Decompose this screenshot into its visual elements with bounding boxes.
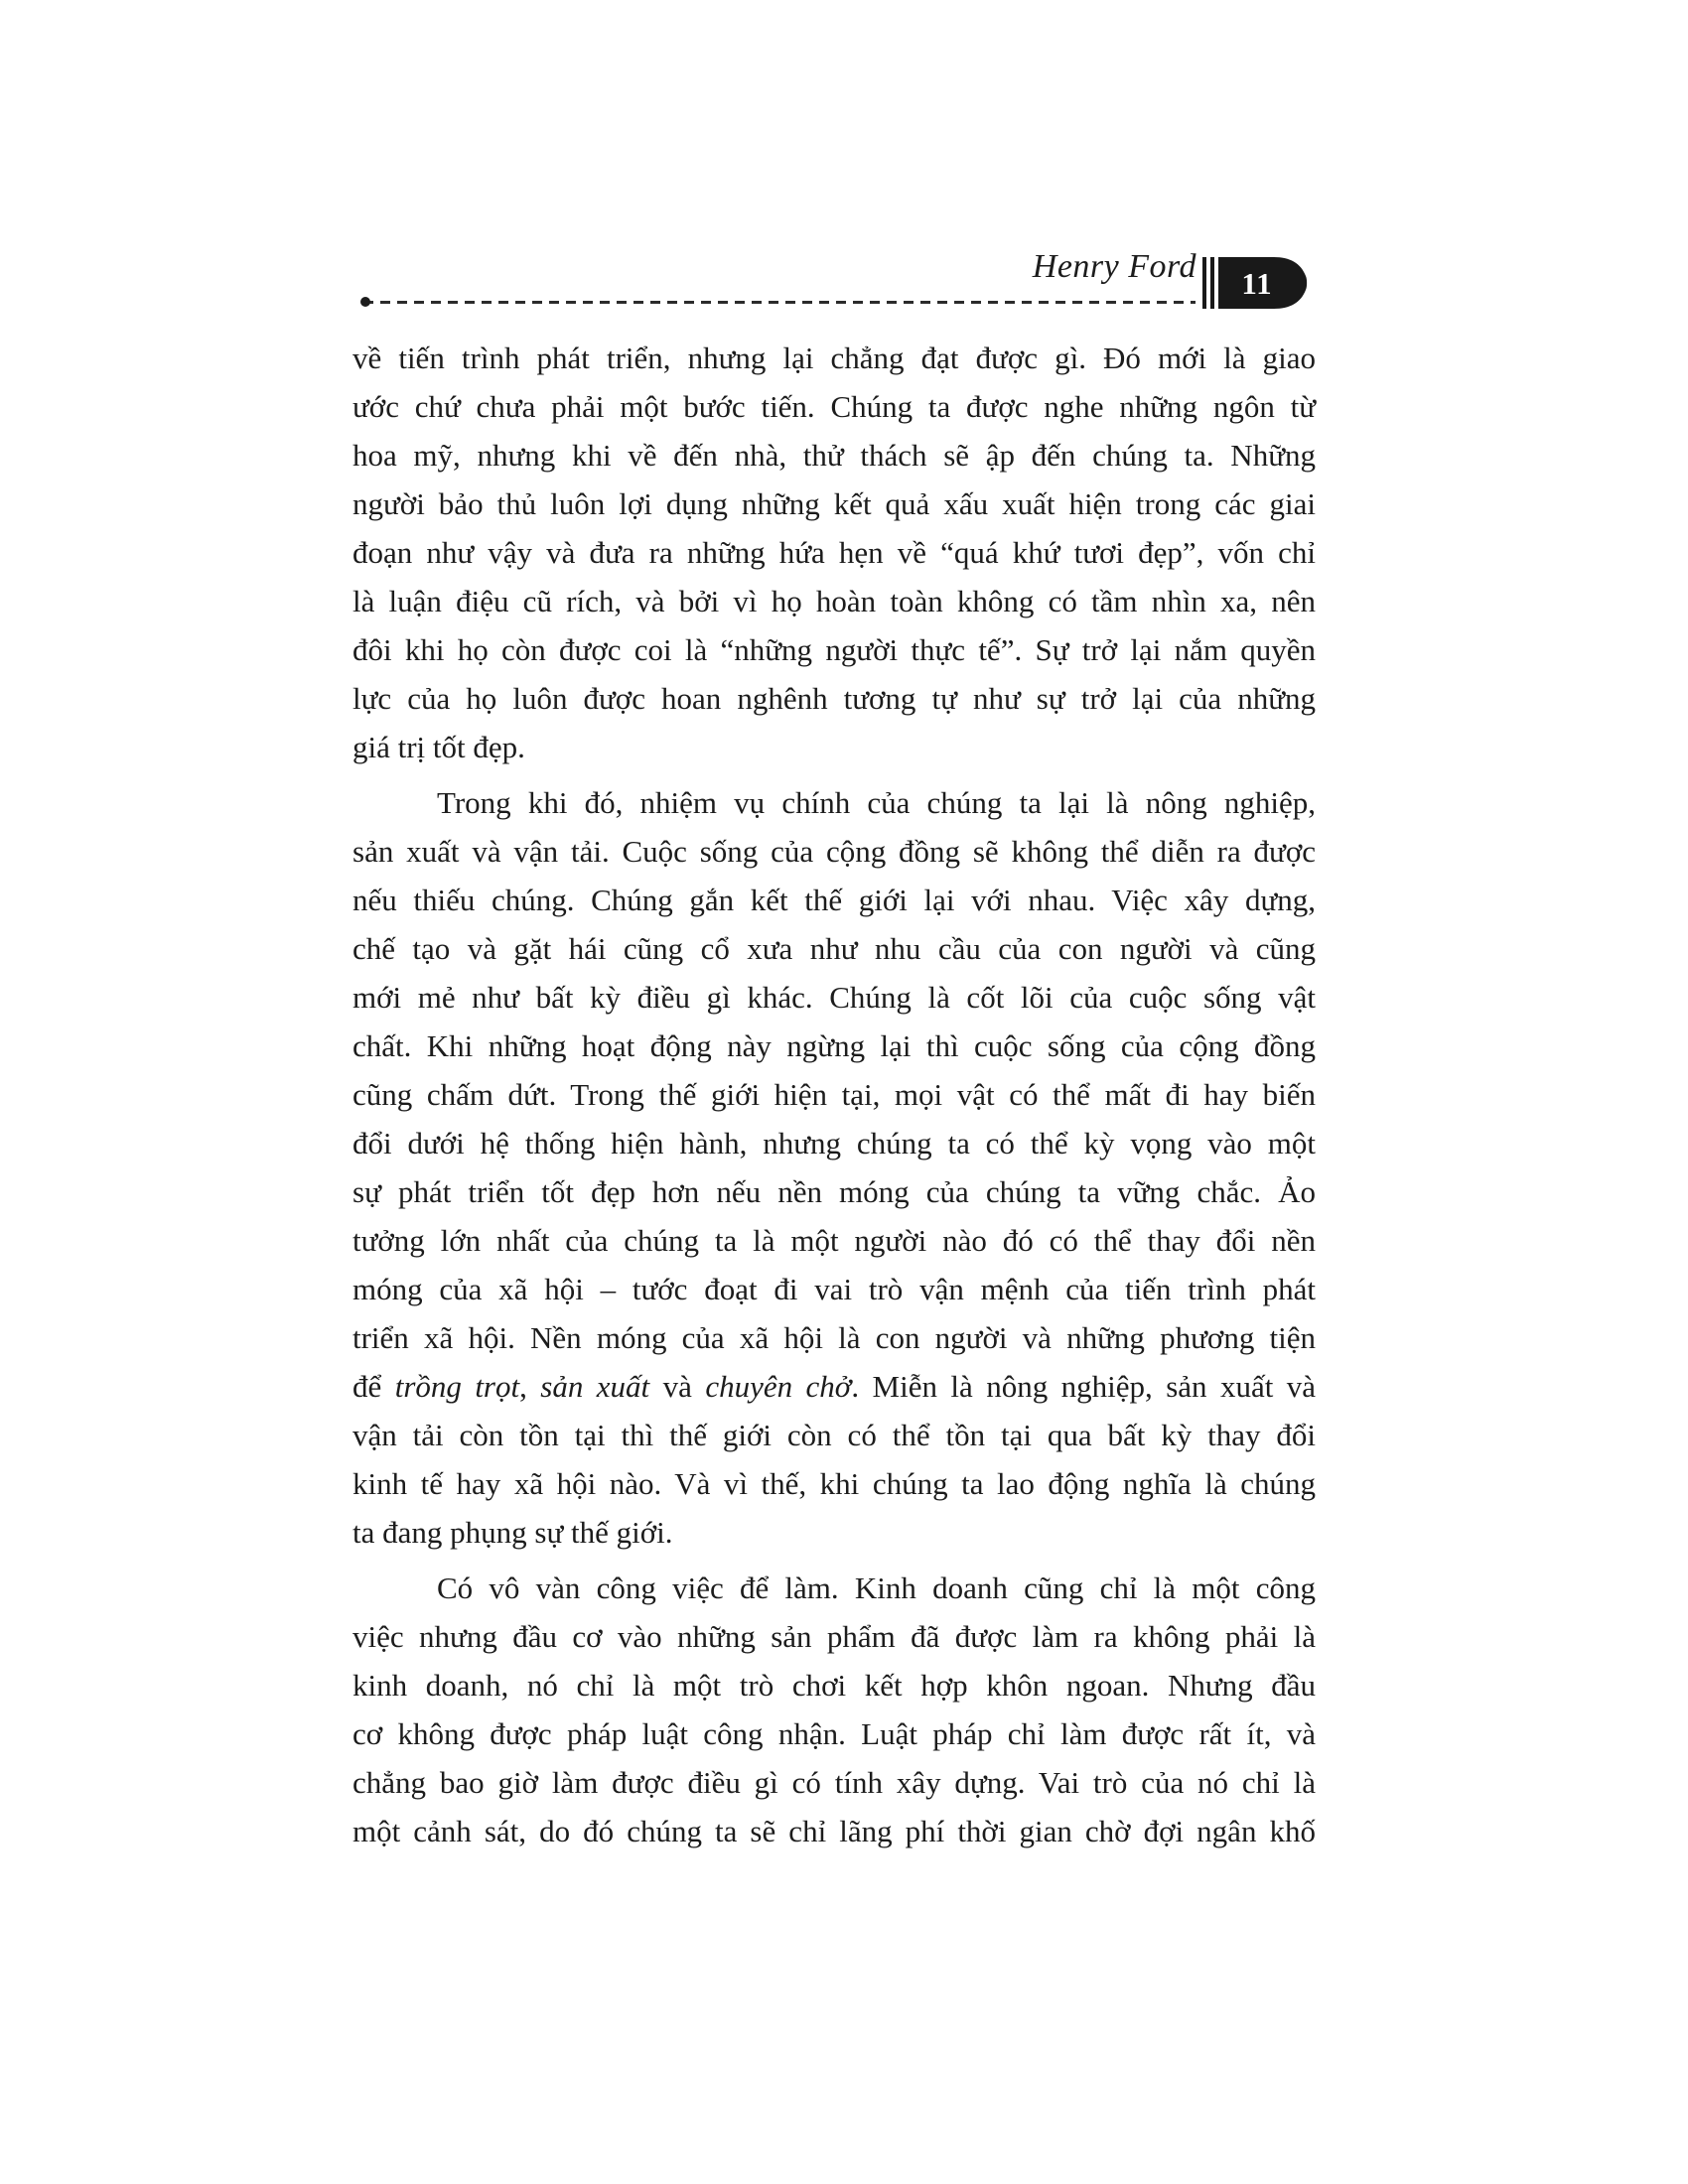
text-line: một cảnh sát, do đó chúng ta sẽ chỉ lãng phí thời gian chờ đợi ngân khố — [352, 1814, 1316, 1848]
italic-phrase: chuyên chở — [705, 1369, 852, 1404]
text-line: tưởng lớn nhất của chúng ta là một người nào đó có thể thay đổi nền — [352, 1223, 1316, 1258]
text-line: sản xuất và vận tải. Cuộc sống của cộng đồng sẽ không thể diễn ra được — [352, 834, 1316, 869]
text-line: nếu thiếu chúng. Chúng gắn kết thế giới lại với nhau. Việc xây dựng, — [352, 883, 1316, 917]
text-line: triển xã hội. Nền móng của xã hội là con người và những phương tiện — [352, 1320, 1316, 1355]
text-segment: để — [352, 1369, 395, 1404]
running-title: Henry Ford — [1032, 248, 1196, 285]
text-line: chẳng bao giờ làm được điều gì có tính xây dựng. Vai trò của nó chỉ là — [352, 1765, 1316, 1800]
text-line: cơ không được pháp luật công nhận. Luật pháp chỉ làm được rất ít, và — [352, 1716, 1316, 1751]
text-line: việc nhưng đầu cơ vào những sản phẩm đã được làm ra không phải là — [352, 1619, 1316, 1654]
page-number-badge — [1222, 257, 1308, 309]
paragraph — [352, 334, 1316, 771]
text-line: hoa mỹ, nhưng khi về đến nhà, thử thách sẽ ập đến chúng ta. Những — [352, 438, 1316, 473]
text-line: mới mẻ như bất kỳ điều gì khác. Chúng là cốt lõi của cuộc sống vật — [352, 980, 1316, 1015]
text-line: ước chứ chưa phải một bước tiến. Chúng ta được nghe những ngôn từ — [352, 389, 1316, 424]
text-line: chất. Khi những hoạt động này ngừng lại thì cuộc sống của cộng đồng — [352, 1028, 1316, 1063]
text-line: cũng chấm dứt. Trong thế giới hiện tại, mọi vật có thể mất đi hay biến — [352, 1077, 1316, 1112]
text-segment: . Miễn là nông nghiệp, sản xuất và — [851, 1369, 1317, 1404]
text-segment: và — [649, 1369, 706, 1404]
text-line: về tiến trình phát triển, nhưng lại chẳng đạt được gì. Đó mới là giao — [352, 341, 1316, 375]
text-segment: , — [519, 1369, 541, 1404]
header-bar-icon — [1210, 257, 1214, 309]
text-line — [352, 1362, 1316, 1411]
text-line: chế tạo và gặt hái cũng cổ xưa như nhu cầu của con người và cũng — [352, 931, 1316, 966]
text-line: ta đang phụng sự thế giới. — [352, 1515, 673, 1550]
text-line: Trong khi đó, nhiệm vụ chính của chúng ta lại là nông nghiệp, — [437, 785, 1316, 820]
divider-dot-icon — [360, 297, 370, 307]
italic-phrase: sản xuất — [540, 1369, 650, 1404]
text-line: kinh tế hay xã hội nào. Và vì thế, khi chúng ta lao động nghĩa là chúng — [352, 1466, 1316, 1501]
text-line: sự phát triển tốt đẹp hơn nếu nền móng của chúng ta vững chắc. Ảo — [352, 1174, 1316, 1209]
text-line: là luận điệu cũ rích, và bởi vì họ hoàn toàn không có tầm nhìn xa, nên — [352, 584, 1316, 618]
text-line: kinh doanh, nó chỉ là một trò chơi kết hợp khôn ngoan. Nhưng đầu — [352, 1668, 1316, 1703]
text-line: đổi dưới hệ thống hiện hành, nhưng chúng ta có thể kỳ vọng vào một — [352, 1126, 1316, 1160]
dashed-divider — [363, 301, 1196, 304]
body-text — [352, 334, 1316, 1855]
text-line: giá trị tốt đẹp. — [352, 730, 525, 764]
text-line: Có vô vàn công việc để làm. Kinh doanh cũng chỉ là một công — [437, 1570, 1316, 1605]
text-line: vận tải còn tồn tại thì thế giới còn có thể tồn tại qua bất kỳ thay đổi — [352, 1418, 1316, 1452]
text-line: móng của xã hội – tước đoạt đi vai trò vận mệnh của tiến trình phát — [352, 1272, 1316, 1306]
italic-phrase: trồng trọt — [394, 1369, 520, 1404]
page-number: 11 — [1241, 266, 1273, 301]
text-line: lực của họ luôn được hoan nghênh tương tự như sự trở lại của những — [352, 681, 1316, 716]
text-line: đôi khi họ còn được coi là “những người thực tế”. Sự trở lại nắm quyền — [352, 632, 1316, 667]
header-bar-icon — [1202, 257, 1206, 309]
header-bars-icon — [1202, 257, 1222, 309]
text-line: đoạn như vậy và đưa ra những hứa hẹn về “quá khứ tươi đẹp”, vốn chỉ — [352, 535, 1316, 570]
text-line: người bảo thủ luôn lợi dụng những kết quả xấu xuất hiện trong các giai — [352, 486, 1316, 521]
paragraph — [352, 778, 1316, 1557]
paragraph — [352, 1564, 1316, 1855]
